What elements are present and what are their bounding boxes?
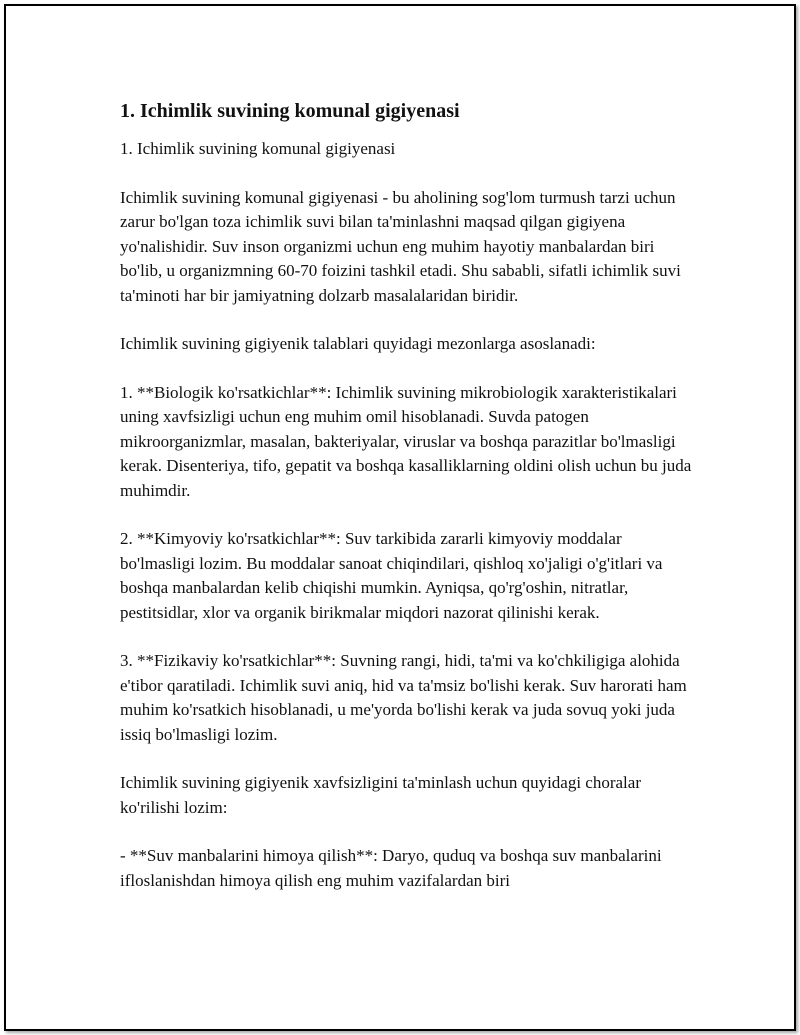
paragraph-physical: 3. **Fizikaviy ko'rsatkichlar**: Suvning rangi, hidi, ta'mi va ko'chkiligiga alohida e'tibor qaratiladi. Ichimlik suvi aniq, hid va ta'msiz bo'lishi kerak. Suv harorati ham muhim ko'rsatkich hisoblanadi, u me'yorda bo'lishi kerak va juda sovuq yoki juda issiq bo'lmasligi lozim. [120,651,687,744]
paragraph-chemical: 2. **Kimyoviy ko'rsatkichlar**: Suv tarkibida zararli kimyoviy moddalar bo'lmasligi lozim. Bu moddalar sanoat chiqindilari, qishloq xo'jaligi o'g'itlari va boshqa manbalardan kelib chiqishi mumkin. Ayniqsa, qo'rg'oshin, nitratlar, pestitsidlar, xlor va organik birikmalar miqdori nazorat qilinishi kerak. [120,529,663,622]
paragraph-biological: 1. **Biologik ko'rsatkichlar**: Ichimlik suvining mikrobiologik xarakteristikalari uning xavfsizligi uchun eng muhim omil hisoblanadi. Suvda patogen mikroorganizmlar, masalan, bakteriyalar, viruslar va boshqa parazitlar bo'lmasligi kerak. Disenteriya, tifo, gepatit va boshqa kasalliklarning oldini olish uchun bu juda muhimdir. [120,382,692,500]
document-subheading: 1. Ichimlik suvining komunal gigiyenasi [120,139,396,158]
paragraph-requirements: Ichimlik suvining gigiyenik talablari quyidagi mezonlarga asoslanadi: [120,334,596,353]
document-body [120,98,700,917]
document-heading: 1. Ichimlik suvining komunal gigiyenasi [120,100,460,122]
paragraph-source-protection: - **Suv manbalarini himoya qilish**: Daryo, quduq va boshqa suv manbalarini ifloslanishdan himoya qilish eng muhim vazifalardan biri [120,846,662,890]
document-page [4,4,796,1031]
paragraph-intro: Ichimlik suvining komunal gigiyenasi - bu aholining sog'lom turmush tarzi uchun zarur bo'lgan toza ichimlik suvi bilan ta'minlashni maqsad qilgan gigiyena yo'nalishidir. Suv inson organizmi uchun eng muhim hayotiy manbalardan biri bo'lib, u organizmning 60-70 foizini tashkil etadi. Shu sababli, sifatli ichimlik suvi ta'minoti har bir jamiyatning dolzarb masalalaridan biridir. [120,187,681,305]
paragraph-measures: Ichimlik suvining gigiyenik xavfsizligini ta'minlash uchun quyidagi choralar ko'rilishi lozim: [120,773,641,817]
